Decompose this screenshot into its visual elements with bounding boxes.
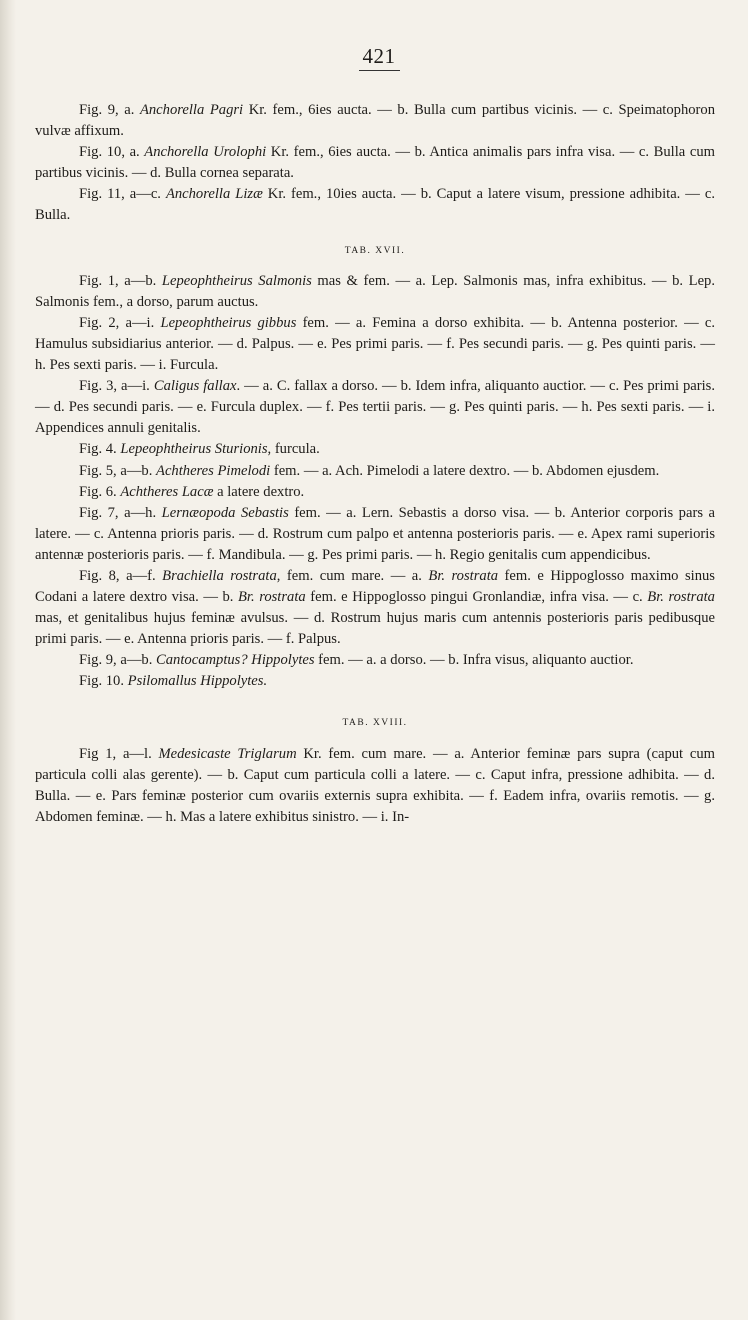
caption-text: Fig. 9, a. [79, 102, 140, 118]
species-name: Caligus fallax [153, 378, 237, 395]
caption-text: mas, et genitalibus hujus feminæ avulsus. — d. Rostrum hujus maris cum antennis posterioris paris pedibusque primi paris. — e. Antenna prioris paris. — f. Palpus. [35, 610, 715, 648]
species-name: Achtheres Pimelodi [156, 462, 271, 479]
caption-text: Fig. 4. [79, 441, 121, 458]
species-name: Br. rostrata [238, 589, 306, 606]
figure-caption [35, 313, 715, 376]
figure-caption [35, 100, 715, 142]
caption-text: Fig. 10. [79, 673, 128, 690]
caption-text: Fig. 2, a—i. [79, 314, 161, 331]
page-number: 421 [0, 44, 748, 71]
caption-text: Fig. 11, a—c. [79, 186, 166, 203]
tab-xvii-heading: TAB. XVII. [344, 245, 406, 256]
section-tab-xviii [35, 744, 715, 828]
figure-caption [35, 376, 715, 439]
caption-text: fem. — a. a dorso. — b. Infra visus, aliquanto auctior. [314, 652, 634, 669]
figure-caption [35, 439, 715, 460]
species-name: Cantocamptus? Hippolytes [156, 652, 315, 669]
species-name: Anchorella Pagri [139, 102, 244, 118]
caption-text: mas & fem. — a. Lep. Salmonis mas, infra exhibitus. — b. Lep. Salmonis fem., a dorso, parum auctus. [35, 272, 716, 310]
caption-text: Fig. 10, a. [79, 144, 145, 161]
species-name: Anchorella Urolophi [144, 144, 267, 161]
species-name: Lepeophtheirus Salmonis [161, 272, 312, 289]
caption-text: Fig. 8, a—f. [79, 567, 163, 584]
caption-text: Kr. fem., 6ies aucta. — b. Bulla cum partibus vicinis. — c. Speimatophoron vulvæ affixum. [35, 102, 715, 140]
figure-caption [35, 503, 715, 566]
species-name: Lepeophtheirus gibbus [160, 314, 297, 331]
caption-text: Fig. 9, a—b. [79, 652, 157, 669]
caption-text: a latere dextro. [213, 483, 305, 500]
book-gutter-shadow [0, 0, 16, 1320]
species-name: Anchorella Lizæ [165, 186, 263, 203]
figure-caption [35, 271, 715, 313]
figure-caption [35, 744, 715, 828]
species-name: Medesicaste Triglarum [158, 745, 297, 762]
figure-caption [35, 142, 715, 184]
figure-caption [35, 671, 715, 692]
caption-text: Kr. fem. cum mare. — a. Anterior feminæ pars supra (caput cum particula colli alas gerente). — b. Caput cum particula colli a latere. — c. Caput infra, pressione adhibita. — d. Bulla. — e. Pars feminæ posterior cum ovariis externis supra exhibita. — f. Eadem infra, ovariis remotis. — g. Abdomen feminæ. — h. Mas a latere exhibitus sinistro. — i. In- [35, 745, 715, 825]
caption-text: fem. — a. Lern. Sebastis a dorso visa. — b. Anterior corporis pars a latere. — c. Antenna prioris paris. — d. Rostrum cum palpo et antenna posterioris paris. — e. Apex rami superioris antennæ posterioris paris. — f. Mandibula. — g. Pes primi paris. — h. Regio genitalis cum appendicibus. [35, 504, 715, 563]
caption-text: , fem. cum mare. — a. [276, 567, 429, 584]
species-name: Achtheres Lacæ [120, 483, 214, 500]
species-name: Br. rostrata [428, 567, 499, 584]
tab-xviii-heading: TAB. XVIII. [342, 717, 408, 728]
caption-text: Kr. fem., 6ies aucta. — b. Antica animalis pars infra visa. — c. Bulla cum partibus vicinis. — d. Bulla cornea separata. [35, 144, 715, 182]
species-name: Brachiella rostrata [162, 567, 277, 584]
caption-text: fem. — a. Ach. Pimelodi a latere dextro. — b. Abdomen ejusdem. [270, 462, 660, 479]
caption-text: fem. e Hippoglosso pingui Gronlandiæ, infra visa. — c. [305, 589, 648, 606]
caption-text: Fig. 5, a—b. [79, 462, 157, 479]
section-tab-xvii [35, 271, 715, 693]
species-name: Lernæopoda Sebastis [161, 504, 289, 521]
caption-text: Fig. 6. [79, 483, 121, 500]
caption-text: Fig. 1, a—b. [79, 272, 162, 289]
species-name: Lepeophtheirus Sturionis [120, 441, 268, 458]
figure-caption [35, 482, 715, 503]
caption-text: Fig. 7, a—h. [79, 504, 162, 521]
caption-text: Kr. fem., 10ies aucta. — b. Caput a latere visum, pressione adhibita. — c. Bulla. [35, 186, 715, 224]
species-name: Psilomallus Hippolytes. [127, 673, 268, 690]
species-name: Br. rostrata [647, 589, 715, 606]
caption-text: Fig 1, a—l. [79, 745, 159, 762]
caption-text: Fig. 3, a—i. [79, 378, 154, 395]
caption-text: , furcula. [267, 441, 320, 458]
caption-text: . — a. C. fallax a dorso. — b. Idem infra, aliquanto auctior. — c. Pes primi paris. — d. Pes secundi paris. — e. Furcula duplex. — f. Pes tertii paris. — g. Pes quinti paris. — h. Pes sexti paris. — i. Appendices annuli genitalis. [35, 378, 716, 437]
section-tab-xvi-end [35, 100, 715, 227]
caption-text: fem. e Hippoglosso maximo sinus Codani a latere dextro visa. — b. [35, 567, 715, 606]
figure-caption [35, 650, 715, 671]
page-body [35, 100, 715, 828]
figure-caption [35, 566, 715, 650]
figure-caption [35, 184, 715, 226]
caption-text: fem. — a. Femina a dorso exhibita. — b. Antenna posterior. — c. Hamulus subsidiarius anterior. — d. Palpus. — e. Pes primi paris. — f. Pes secundi paris. — g. Pes quinti paris. — h. Pes sexti paris. — i. Furcula. [35, 314, 716, 374]
figure-caption [35, 461, 715, 482]
